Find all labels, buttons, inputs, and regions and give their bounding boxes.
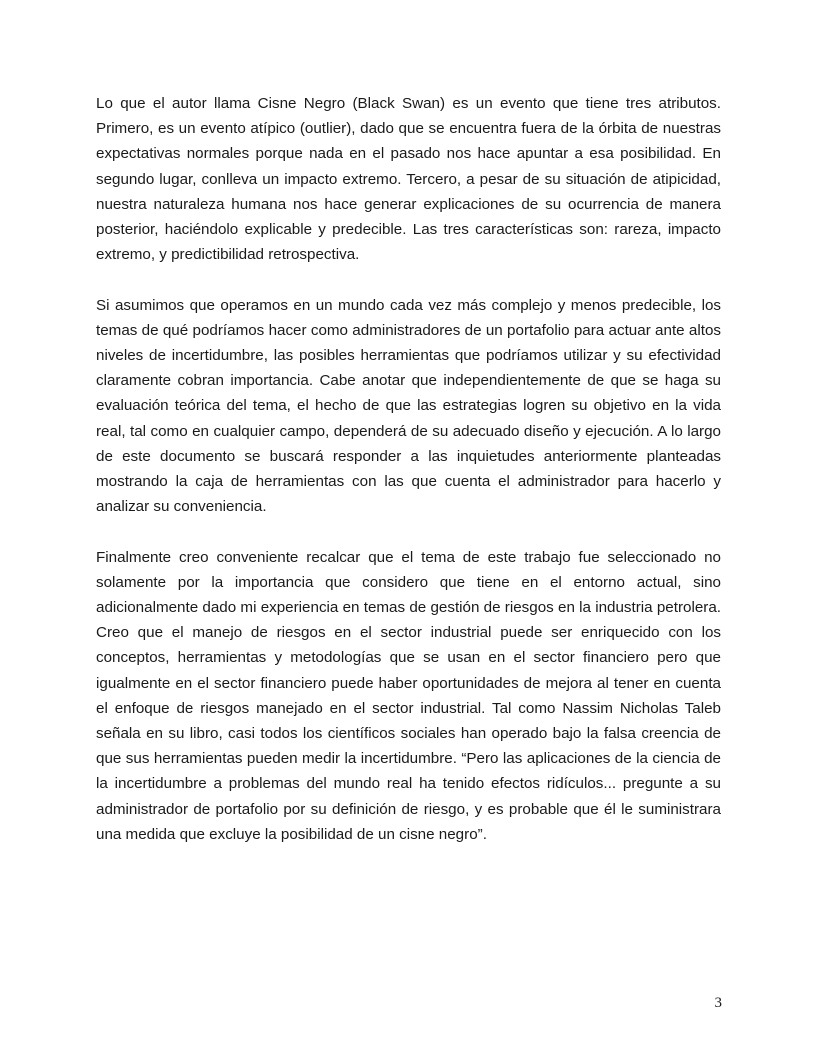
paragraph-black-swan-definition: Lo que el autor llama Cisne Negro (Black Swan) es un evento que tiene tres atributos. Primero, es un evento atípico (outlier), dado que se encuentra fuera de la órbita de nuestras expectativas normales porque nada en el pasado nos hace apuntar a esa posibilidad. En segundo lugar, conlleva un impacto extremo. Tercero, a pesar de su situación de atipicidad, nuestra naturaleza humana nos hace generar explicaciones de su ocurrencia de manera posterior, haciéndolo explicable y predecible. Las tres características son: rareza, impacto extremo, y predictibilidad retrospectiva. — [96, 95, 721, 264]
paragraph-conclusion: Finalmente creo conveniente recalcar que el tema de este trabajo fue seleccionado no solamente por la importancia que considero que tiene en el entorno actual, sino adicionalmente dado mi experiencia en temas de gestión de riesgos en la industria petrolera. Creo que el manejo de riesgos en el sector industrial puede ser enriquecido con los conceptos, herramientas y metodologías que se usan en el sector financiero pero que igualmente en el sector financiero puede haber oportunidades de mejora al tener en cuenta el enfoque de riesgos manejado en el sector industrial. Tal como Nassim Nicholas Taleb señala en su libro, casi todos los científicos sociales han operado bajo la falsa creencia de que sus herramientas pueden medir la incertidumbre. “Pero las aplicaciones de la ciencia de la incertidumbre a problemas del mundo real ha tenido efectos ridículos... pregunte a su administrador de portafolio por su definición de riesgo, y es probable que él le suministrara una medida que excluye la posibilidad de un cisne negro”. — [96, 548, 721, 843]
document-body — [96, 91, 721, 872]
page-number: 3 — [714, 995, 722, 1011]
paragraph-complex-world: Si asumimos que operamos en un mundo cada vez más complejo y menos predecible, los temas de qué podríamos hacer como administradores de un portafolio para actuar ante altos niveles de incertidumbre, las posibles herramientas que podríamos utilizar y su efectividad claramente cobran importancia. Cabe anotar que independientemente de que se haga su evaluación teórica del tema, el hecho de que las estrategias logren su objetivo en la vida real, tal como en cualquier campo, dependerá de su adecuado diseño y ejecución. A lo largo de este documento se buscará responder a las inquietudes anteriormente planteadas mostrando la caja de herramientas con las que cuenta el administrador para hacerlo y analizar su conveniencia. — [96, 296, 721, 516]
